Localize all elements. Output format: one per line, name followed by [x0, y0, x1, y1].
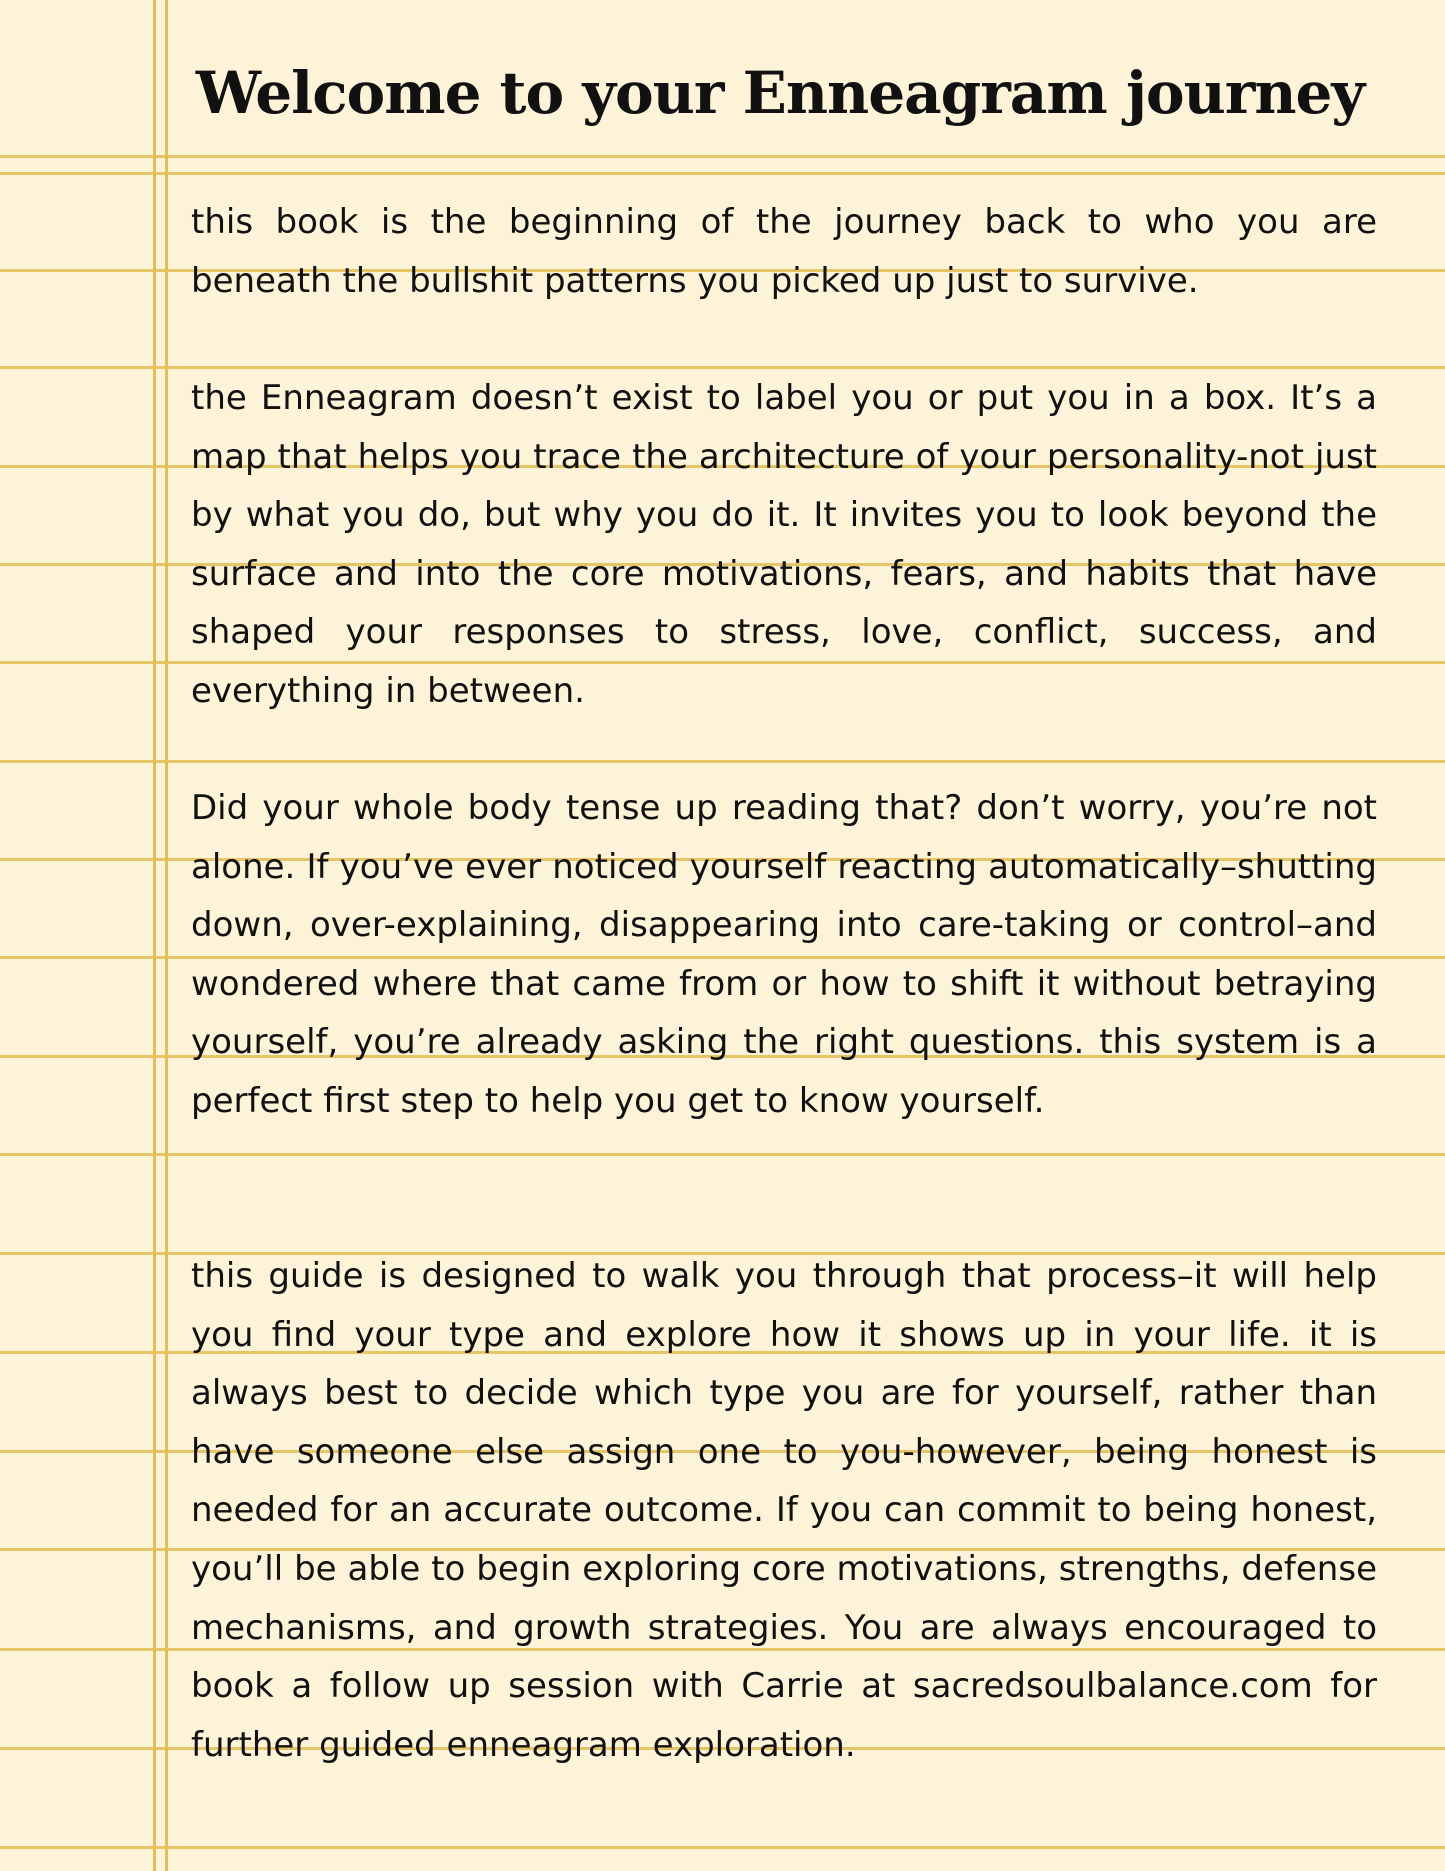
- page-title: Welcome to your Enneagram journey: [195, 59, 1365, 127]
- margin-line: [165, 0, 168, 1871]
- paragraph-guide: this guide is designed to walk you through that process–it will help you find your type and explore how it shows up in your life. it is always best to decide which type you are for yourself, rather than have someone else assign one to you-however, being honest is needed for an accurate outcome. If you can commit to being honest, you’ll be able to begin exploring core motivations, strengths, defense mechanisms, and growth strategies. You are always encouraged to book a follow up session with Carrie at sacredsoulbalance.com for further guided enneagram exploration.: [191, 1256, 1377, 1765]
- paragraph-intro: this book is the beginning of the journey back to who you are beneath the bullshit patterns you picked up just to survive.: [191, 202, 1377, 301]
- rule-line: [0, 1846, 1445, 1849]
- rule-line: [0, 1153, 1445, 1156]
- rule-line: [0, 172, 1445, 175]
- rule-line: [0, 760, 1445, 763]
- paragraph-enneagram-map: the Enneagram doesn’t exist to label you or put you in a box. It’s a map that helps you trace the architecture of your personality-not just by what you do, but why you do it. It invites you to look beyond the surface and into the core motivations, fears, and habits that have shaped your responses to stress, love, conflict, success, and everything in between.: [191, 378, 1377, 711]
- paragraph-reacting: Did your whole body tense up reading that? don’t worry, you’re not alone. If you’ve ever noticed yourself reacting automatically–shutting down, over-explaining, disappearing into care-taking or control–and wondered where that came from or how to shift it without betraying yourself, you’re already asking the right questions. this system is a perfect first step to help you get to know yourself.: [191, 788, 1377, 1121]
- margin-line: [153, 0, 156, 1871]
- rule-line: [0, 155, 1445, 158]
